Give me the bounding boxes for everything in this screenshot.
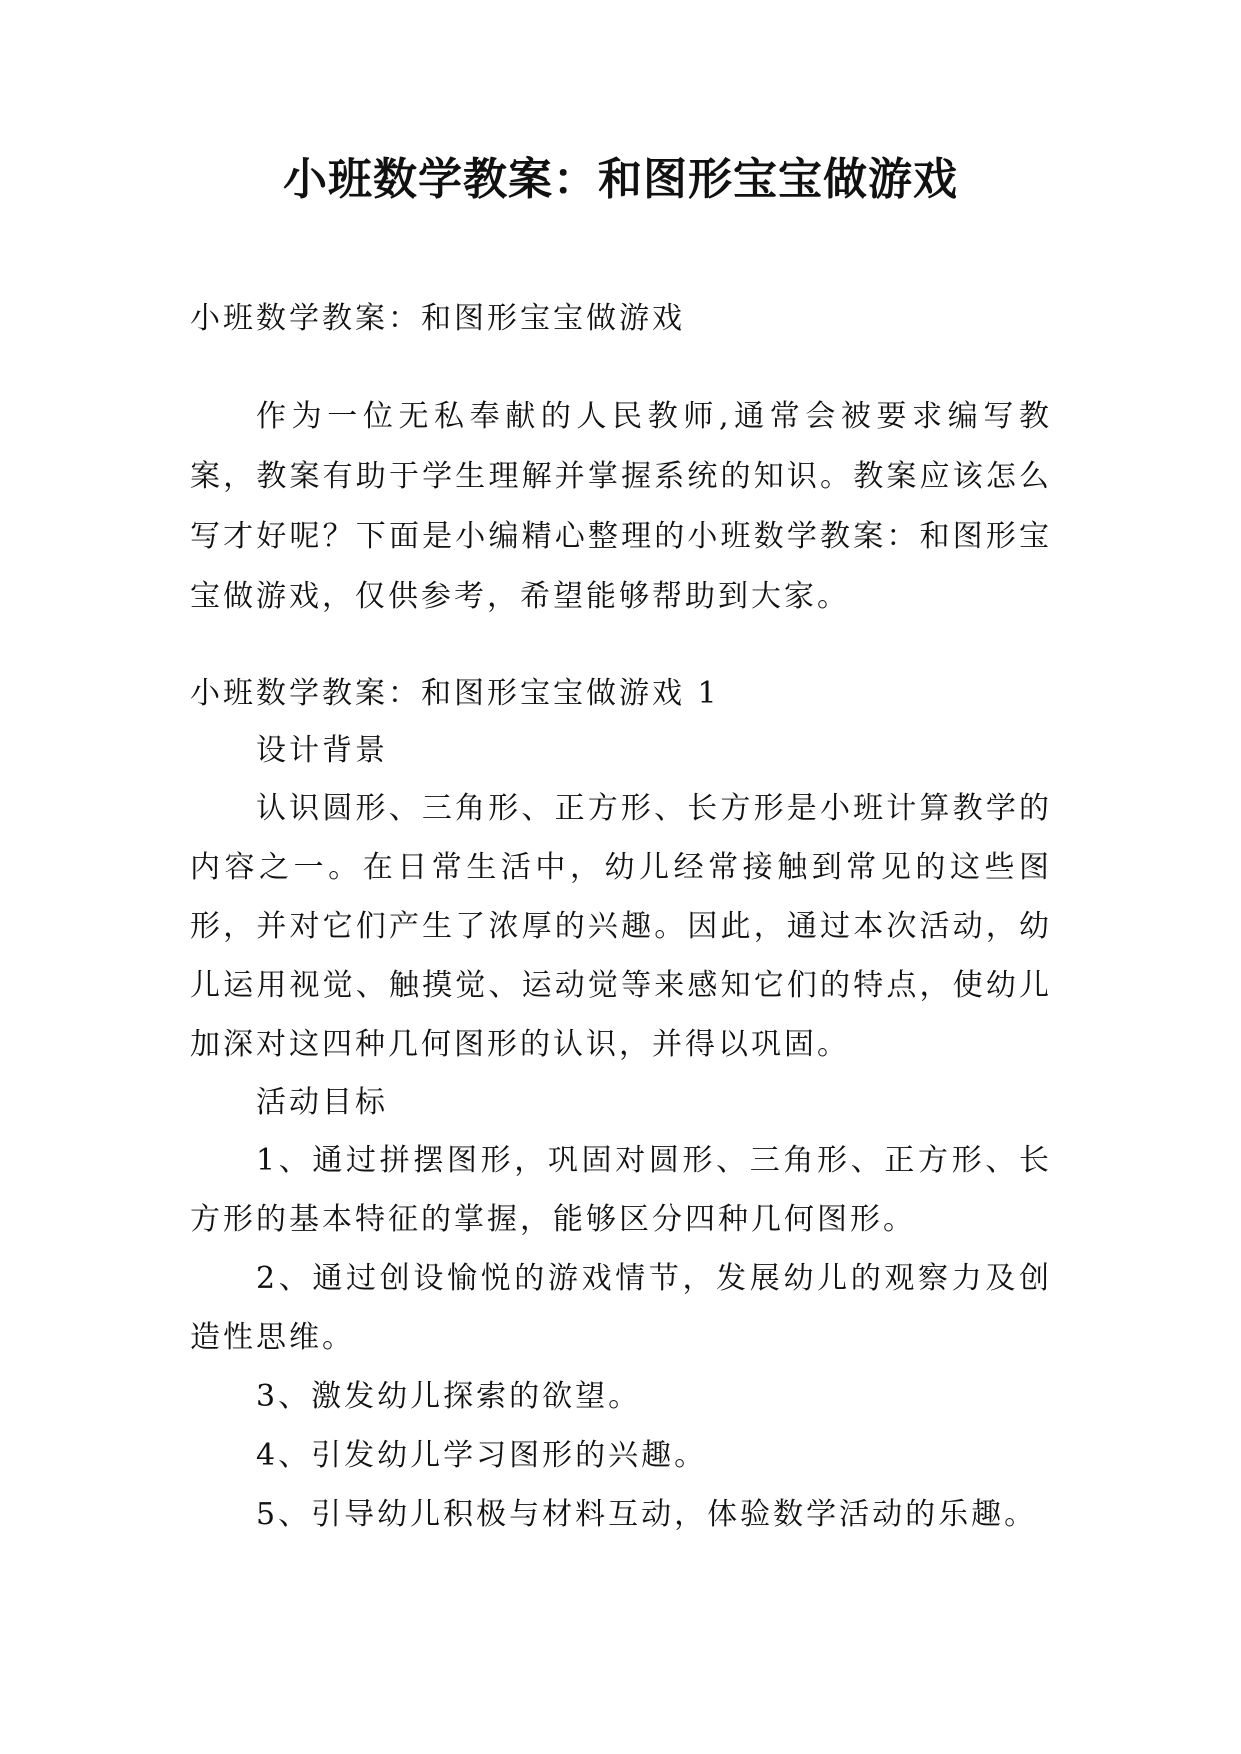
goal-item: 1、通过拼摆图形，巩固对圆形、三角形、正方形、长方形的基本特征的掌握，能够区分四种几何图形。	[190, 1143, 1052, 1237]
intro-paragraph: 作为一位无私奉献的人民教师,通常会被要求编写教案，教案有助于学生理解并掌握系统的知识。教案应该怎么写才好呢？下面是小编精心整理的小班数学教案：和图形宝宝做游戏，仅供参考，希望能够帮助到大家。	[190, 399, 1052, 614]
background-heading: 设计背景	[256, 733, 388, 768]
section-title: 小班数学教案：和图形宝宝做游戏 1	[190, 676, 720, 711]
document-subtitle: 小班数学教案：和图形宝宝做游戏	[190, 301, 685, 336]
document-body	[190, 290, 1052, 1544]
spacer	[190, 627, 1052, 665]
goal-item: 3、激发幼儿探索的欲望。	[256, 1379, 642, 1414]
goal-item: 2、通过创设愉悦的游戏情节，发展幼儿的观察力及创造性思维。	[190, 1261, 1052, 1355]
background-paragraph: 认识圆形、三角形、正方形、长方形是小班计算教学的内容之一。在日常生活中，幼儿经常接触到常见的这些图形，并对它们产生了浓厚的兴趣。因此，通过本次活动，幼儿运用视觉、触摸觉、运动觉等来感知它们的特点，使幼儿加深对这四种几何图形的认识，并得以巩固。	[190, 791, 1052, 1062]
page-title: 小班数学教案：和图形宝宝做游戏	[283, 154, 958, 205]
goal-item: 5、引导幼儿积极与材料互动，体验数学活动的乐趣。	[256, 1497, 1038, 1532]
goal-item: 4、引发幼儿学习图形的兴趣。	[256, 1438, 708, 1473]
goals-heading: 活动目标	[256, 1085, 388, 1120]
spacer	[190, 347, 1052, 387]
